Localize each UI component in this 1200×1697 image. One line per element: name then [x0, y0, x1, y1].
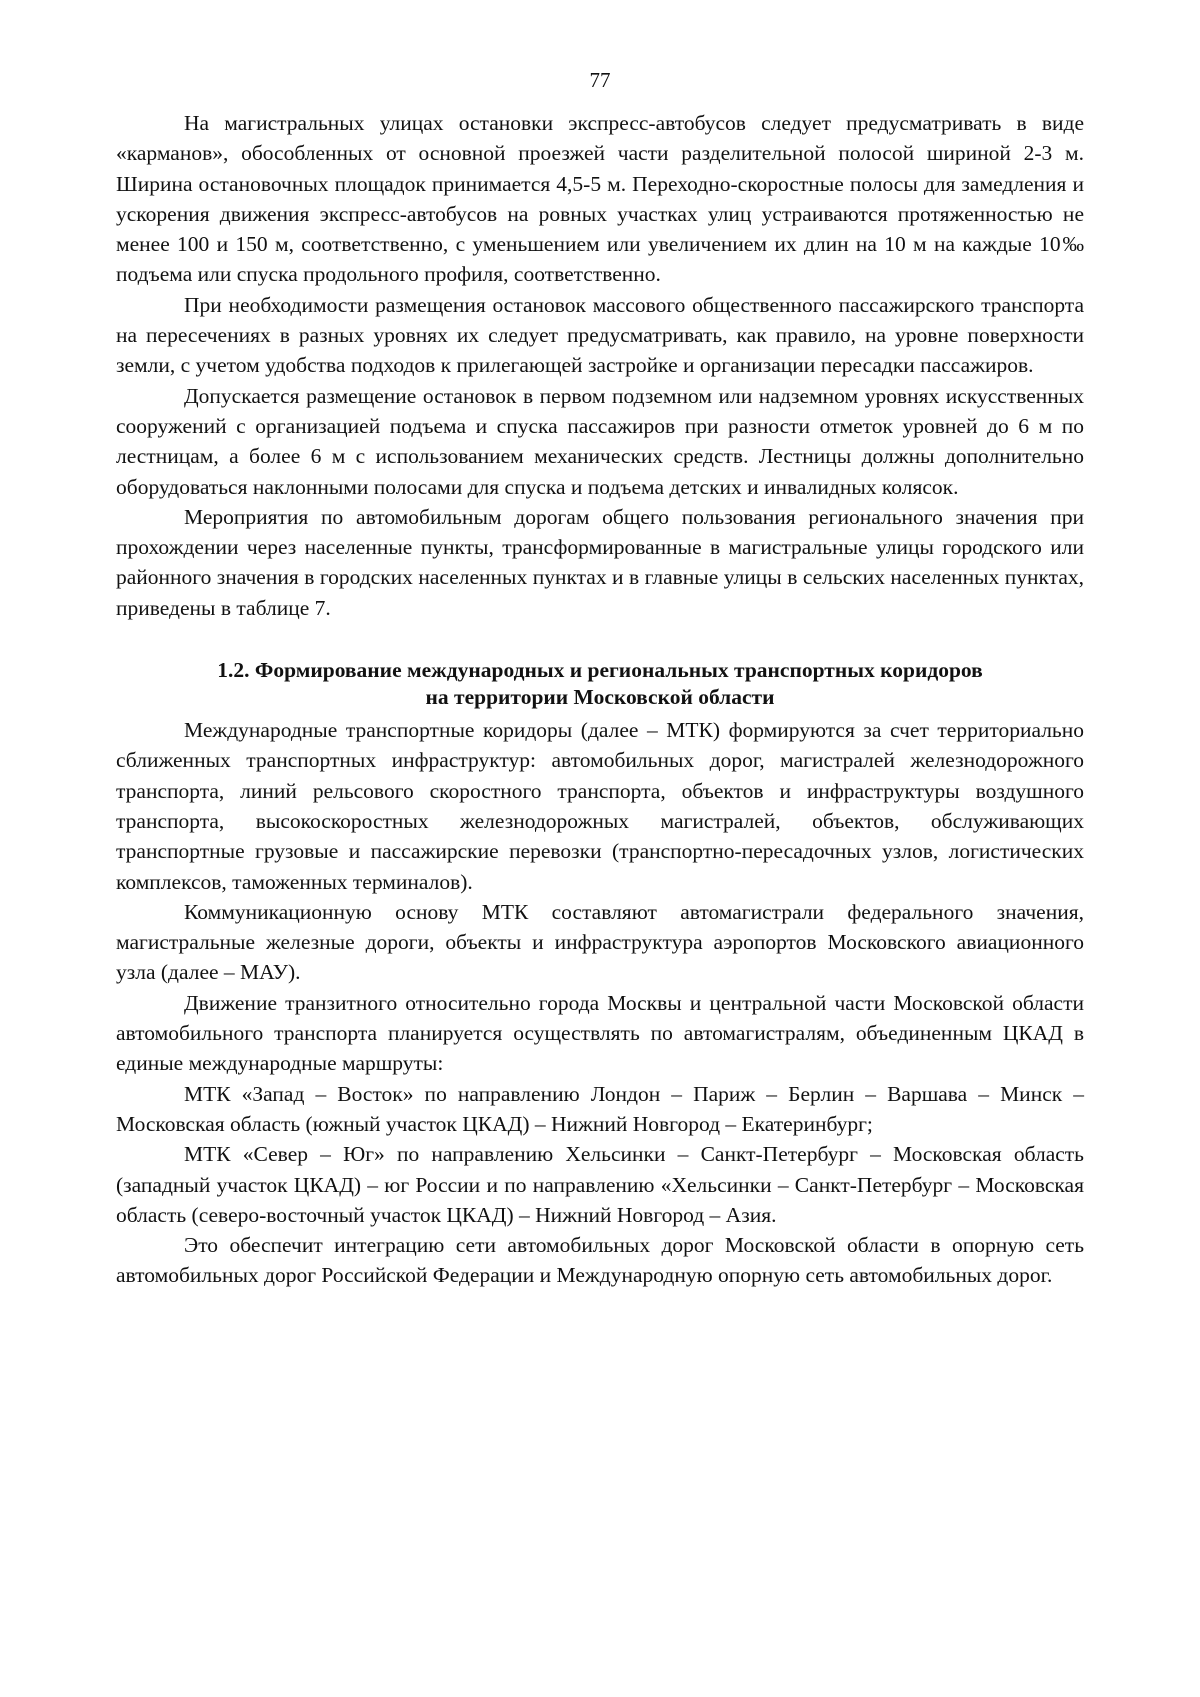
paragraph-mtk-communication-base: Коммуникационную основу МТК составляют автомагистрали федерального значения, магистральные железные дороги, объекты и инфраструктура аэропортов Московского авиационного узла (далее – МАУ). [116, 899, 1084, 985]
paragraph-integration: Это обеспечит интеграцию сети автомобильных дорог Московской области в опорную сеть автомобильных дорог Российской Федерации и Международную опорную сеть автомобильных дорог. [116, 1233, 1084, 1288]
paragraph-regional-roads-measures: Мероприятия по автомобильным дорогам общего пользования регионального значения при прохождении через населенные пункты, трансформированные в магистральные улицы городского или районного значения в городских населенных пунктах и в главные улицы в сельских населенных пунктах, приведены в таблице 7. [116, 504, 1084, 620]
paragraph-transit-traffic: Движение транзитного относительно города Москвы и центральной части Московской области автомобильного транспорта планируется осуществлять по автомагистралям, объединенным ЦКАД в единые международные маршруты: [116, 990, 1084, 1076]
page-number: 77 [589, 68, 611, 92]
page-content [116, 108, 1084, 1291]
section-heading-line-1: 1.2. Формирование международных и региональных транспортных коридоров [217, 658, 983, 683]
paragraph-stops-at-interchanges: При необходимости размещения остановок массового общественного пассажирского транспорта на пересечениях в разных уровнях их следует предусматривать, как правило, на уровне поверхности земли, с учетом удобства подходов к прилегающей застройке и организации пересадки пассажиров. [116, 292, 1084, 378]
paragraph-underground-stops: Допускается размещение остановок в первом подземном или надземном уровнях искусственных сооружений с организацией подъема и спуска пассажиров при разности отметок уровней до 6 м по лестницам, а более 6 м с использованием механических средств. Лестницы должны дополнительно оборудоваться наклонными полосами для спуска и подъема детских и инвалидных колясок. [116, 383, 1084, 499]
paragraph-mtk-definition: Международные транспортные коридоры (далее – МТК) формируются за счет территориально сближенных транспортных инфраструктур: автомобильных дорог, магистралей железнодорожного транспорта, линий рельсового скоростного транспорта, объектов и инфраструктуры воздушного транспорта, высокоскоростных железнодорожных магистралей, объектов, обслуживающих транспортные грузовые и пассажирские перевозки (транспортно-пересадочных узлов, логистических комплексов, таможенных терминалов). [116, 718, 1084, 894]
paragraph-mtk-west-east: МТК «Запад – Восток» по направлению Лондон – Париж – Берлин – Варшава – Минск – Московская область (южный участок ЦКАД) – Нижний Новгород – Екатеринбург; [116, 1081, 1084, 1136]
section-heading [116, 657, 1084, 711]
section-heading-line-2: на территории Московской области [425, 685, 775, 710]
paragraph-express-bus-stops: На магистральных улицах остановки экспресс-автобусов следует предусматривать в виде «карманов», обособленных от основной проезжей части разделительной полосой шириной 2-3 м. Ширина остановочных площадок принимается 4,5-5 м. Переходно-скоростные полосы для замедления и ускорения движения экспресс-автобусов на ровных участках улиц устраиваются протяженностью не менее 100 и 150 м, соответственно, с уменьшением или увеличением их длин на 10 м на каждые 10‰ подъема или спуска продольного профиля, соответственно. [116, 111, 1084, 287]
paragraph-mtk-north-south: МТК «Север – Юг» по направлению Хельсинки – Санкт-Петербург – Московская область (западный участок ЦКАД) – юг России и по направлению «Хельсинки – Санкт-Петербург – Московская область (северо-восточный участок ЦКАД) – Нижний Новгород – Азия. [116, 1142, 1084, 1227]
